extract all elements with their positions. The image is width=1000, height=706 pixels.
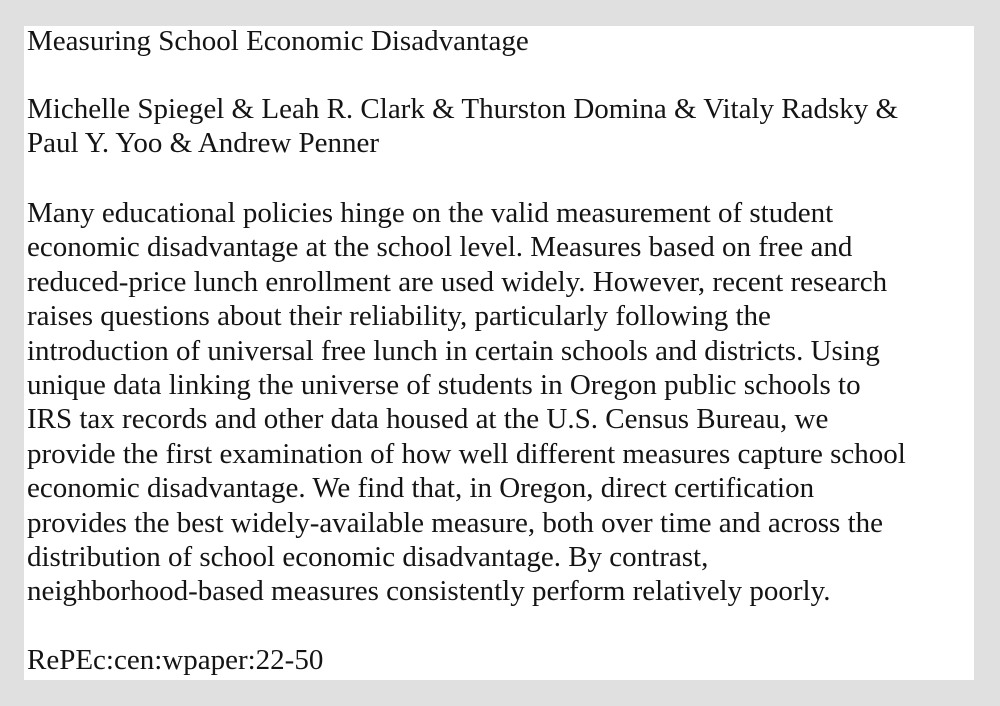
author-list-line: Paul Y. Yoo & Andrew Penner	[27, 127, 380, 160]
author-list	[27, 92, 972, 161]
abstract-line: neighborhood-based measures consistently perform relatively poorly.	[27, 575, 831, 608]
abstract-line: introduction of universal free lunch in certain schools and districts. Using	[27, 334, 880, 367]
abstract-line: raises questions about their reliability, particularly following the	[27, 300, 771, 333]
abstract-line: unique data linking the universe of students in Oregon public schools to	[27, 369, 861, 402]
abstract-line: distribution of school economic disadvantage. By contrast,	[27, 541, 709, 574]
repec-identifier: RePEc:cen:wpaper:22-50	[27, 644, 324, 676]
abstract-line: reduced-price lunch enrollment are used widely. However, recent research	[27, 265, 888, 298]
document-title: Measuring School Economic Disadvantage	[27, 25, 529, 57]
abstract-line: economic disadvantage. We find that, in Oregon, direct certification	[27, 472, 815, 505]
document-page	[24, 26, 974, 680]
author-list-line: Michelle Spiegel & Leah R. Clark & Thurston Domina & Vitaly Radsky &	[27, 93, 899, 125]
abstract-line: economic disadvantage at the school level. Measures based on free and	[27, 231, 853, 264]
abstract-line: provide the first examination of how well different measures capture school	[27, 437, 906, 470]
abstract-line: IRS tax records and other data housed at the U.S. Census Bureau, we	[27, 403, 829, 436]
abstract-line: Many educational policies hinge on the valid measurement of student	[27, 197, 834, 229]
abstract	[27, 196, 973, 609]
abstract-line: provides the best widely-available measure, both over time and across the	[27, 506, 884, 539]
